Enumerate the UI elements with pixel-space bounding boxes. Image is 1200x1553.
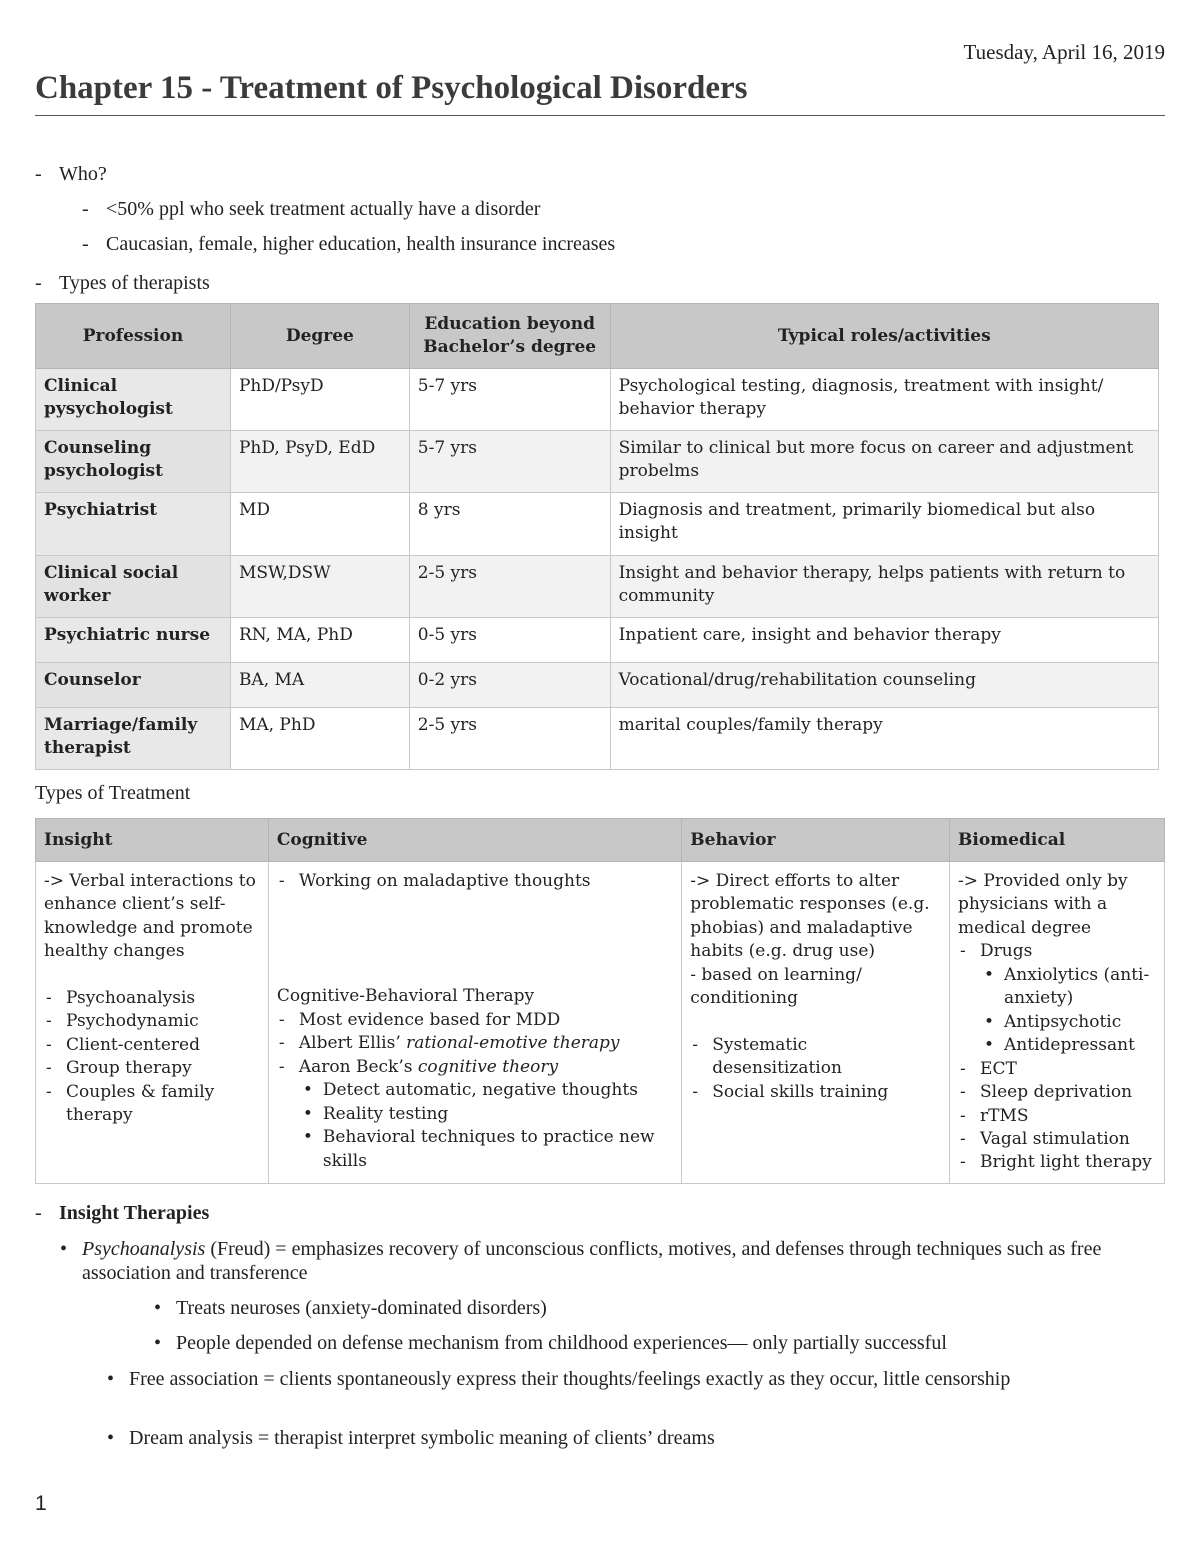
column-header: Biomedical [950, 819, 1165, 862]
list-item: - Psychodynamic [44, 1010, 260, 1033]
table-row [36, 493, 1159, 556]
spacer [277, 939, 673, 985]
table-row [36, 862, 1165, 1184]
degree-cell: MA, PhD [230, 708, 409, 770]
psychoanalysis-text: (Freud) = emphasizes recovery of unconscious conflicts, motives, and defenses through techniques such as free association and transference [82, 1238, 1102, 1284]
table-header-row [36, 304, 1159, 369]
insight-therapies-heading [35, 1202, 209, 1225]
degree-cell: PhD, PsyD, EdD [230, 431, 409, 493]
education-cell: 2-5 yrs [409, 708, 610, 770]
bullet-marker: • [60, 1238, 68, 1260]
list-item: - Client-centered [44, 1034, 260, 1057]
who-item-text: Caucasian, female, higher education, health insurance increases [106, 233, 616, 255]
bullet-marker: • [107, 1368, 115, 1390]
degree-cell: MD [230, 493, 409, 556]
list-item: • Antidepressant [958, 1034, 1156, 1057]
list-item: - Sleep deprivation [958, 1081, 1156, 1104]
bullet-who [35, 163, 107, 186]
column-header: Cognitive [268, 819, 681, 862]
bullet-marker: • [107, 1427, 115, 1449]
page-number: 1 [35, 1492, 47, 1515]
list-item: - Systematic desensitization [690, 1034, 941, 1081]
dream-analysis-text: Dream analysis = therapist interpret symbolic meaning of clients’ dreams [129, 1427, 715, 1449]
list-item: - ECT [958, 1058, 1156, 1081]
psychoanalysis-term: Psychoanalysis [82, 1238, 206, 1260]
treatment-table [35, 818, 1165, 1184]
dash-marker: - [82, 198, 89, 220]
list-item: • Detect automatic, negative thoughts [277, 1079, 673, 1102]
education-cell: 2-5 yrs [409, 556, 610, 618]
degree-cell: PhD/PsyD [230, 369, 409, 431]
education-cell: 8 yrs [409, 493, 610, 556]
bullet-who-item [82, 198, 540, 221]
bullet-marker: • [154, 1332, 162, 1354]
psychoanalysis-sub-bullet [154, 1331, 1166, 1355]
biomedical-cell [950, 862, 1165, 1184]
roles-cell: Psychological testing, diagnosis, treatment with insight/ behavior therapy [610, 369, 1158, 431]
table-header-row [36, 819, 1165, 862]
profession-cell: Counseling psychologist [36, 431, 231, 493]
column-header: Degree [230, 304, 409, 369]
profession-cell: Clinical social worker [36, 556, 231, 618]
list-item: • Anxiolytics (anti-anxiety) [958, 964, 1156, 1011]
title-divider [35, 115, 1165, 116]
table-row [36, 663, 1159, 708]
list-item: - Group therapy [44, 1057, 260, 1080]
dash-marker: - [82, 233, 89, 255]
dash-marker: - [35, 1202, 42, 1224]
list-item: • Behavioral techniques to practice new skills [277, 1126, 673, 1173]
dash-marker: - [35, 163, 42, 185]
cbt-title: Cognitive-Behavioral Therapy [276, 986, 535, 1007]
spacer [277, 893, 673, 939]
degree-cell: BA, MA [230, 663, 409, 708]
bullet-types-of-therapists [35, 272, 210, 295]
psychoanalysis-sub-bullet [154, 1296, 1166, 1320]
therapists-table [35, 303, 1159, 770]
list-item: • Antipsychotic [958, 1011, 1156, 1034]
column-header: Education beyond Bachelor’s degree [409, 304, 610, 369]
free-association-bullet [107, 1367, 1129, 1391]
list-item: - Working on maladaptive thoughts [277, 870, 673, 893]
column-header: Behavior [682, 819, 950, 862]
list-item [277, 1032, 673, 1055]
education-cell: 0-5 yrs [409, 618, 610, 663]
behavior-based-on: - based on learning/ conditioning [690, 964, 862, 1009]
who-item-text: <50% ppl who seek treatment actually have a disorder [106, 198, 541, 220]
education-cell: 5-7 yrs [409, 369, 610, 431]
cognitive-cell [268, 862, 681, 1184]
degree-cell: RN, MA, PhD [230, 618, 409, 663]
table-row [36, 431, 1159, 493]
bullet-who-item [82, 233, 615, 256]
roles-cell: Inpatient care, insight and behavior therapy [610, 618, 1158, 663]
roles-cell: Insight and behavior therapy, helps patients with return to community [610, 556, 1158, 618]
behavior-description: -> Direct efforts to alter problematic responses (e.g. phobias) and maladaptive habits (e.g. drug use) [690, 871, 930, 962]
roles-cell: Vocational/drug/rehabilitation counseling [610, 663, 1158, 708]
table-row [36, 556, 1159, 618]
spacer [44, 964, 260, 987]
column-header: Insight [36, 819, 269, 862]
ellis-prefix: Albert Ellis’ [298, 1033, 407, 1054]
degree-cell: MSW,DSW [230, 556, 409, 618]
profession-cell: Psychiatrist [36, 493, 231, 556]
table-row [36, 708, 1159, 770]
types-of-therapists-label: Types of therapists [59, 272, 210, 294]
table-row [36, 369, 1159, 431]
profession-cell: Psychiatric nurse [36, 618, 231, 663]
page-title: Chapter 15 - Treatment of Psychological Disorders [35, 70, 748, 106]
sub-bullet-text: Treats neuroses (anxiety-dominated disorders) [176, 1297, 547, 1319]
roles-cell: Diagnosis and treatment, primarily biomedical but also insight [610, 493, 1158, 556]
column-header: Profession [36, 304, 231, 369]
sub-bullet-text: People depended on defense mechanism from childhood experiences— only partially successful [176, 1332, 947, 1354]
free-association-text: Free association = clients spontaneously express their thoughts/feelings exactly as they occur, little censorship [129, 1368, 1011, 1390]
bullet-marker: • [154, 1297, 162, 1319]
education-cell: 0-2 yrs [409, 663, 610, 708]
insight-description: -> Verbal interactions to enhance client’s self-knowledge and promote healthy changes [44, 871, 256, 962]
profession-cell: Clinical pysychologist [36, 369, 231, 431]
list-item: - Bright light therapy [958, 1151, 1156, 1174]
list-item [277, 1056, 673, 1079]
profession-cell: Counselor [36, 663, 231, 708]
biomedical-description: -> Provided only by physicians with a medical degree [958, 871, 1128, 938]
behavior-cell [682, 862, 950, 1184]
list-item: - Couples & family therapy [44, 1081, 260, 1128]
list-item: - Most evidence based for MDD [277, 1009, 673, 1032]
profession-cell: Marriage/family therapist [36, 708, 231, 770]
insight-therapies-title: Insight Therapies [59, 1202, 210, 1224]
list-item: - Vagal stimulation [958, 1128, 1156, 1151]
roles-cell: marital couples/family therapy [610, 708, 1158, 770]
dream-analysis-bullet [107, 1426, 1129, 1450]
insight-cell [36, 862, 269, 1184]
beck-prefix: Aaron Beck’s [298, 1056, 418, 1077]
spacer [690, 1011, 941, 1034]
who-label: Who? [59, 163, 107, 185]
table-row [36, 618, 1159, 663]
list-item: - Drugs [958, 940, 1156, 963]
list-item: - Social skills training [690, 1081, 941, 1104]
education-cell: 5-7 yrs [409, 431, 610, 493]
roles-cell: Similar to clinical but more focus on career and adjustment probelms [610, 431, 1158, 493]
list-item: • Reality testing [277, 1103, 673, 1126]
beck-italic: cognitive theory [417, 1056, 559, 1077]
psychoanalysis-bullet [60, 1237, 1172, 1285]
dash-marker: - [35, 272, 42, 294]
ellis-italic: rational-emotive therapy [406, 1033, 620, 1054]
list-item: - Psychoanalysis [44, 987, 260, 1010]
column-header: Typical roles/activities [610, 304, 1158, 369]
list-item: - rTMS [958, 1105, 1156, 1128]
types-of-treatment-label: Types of Treatment [35, 782, 191, 804]
note-date: Tuesday, April 16, 2019 [963, 40, 1165, 64]
